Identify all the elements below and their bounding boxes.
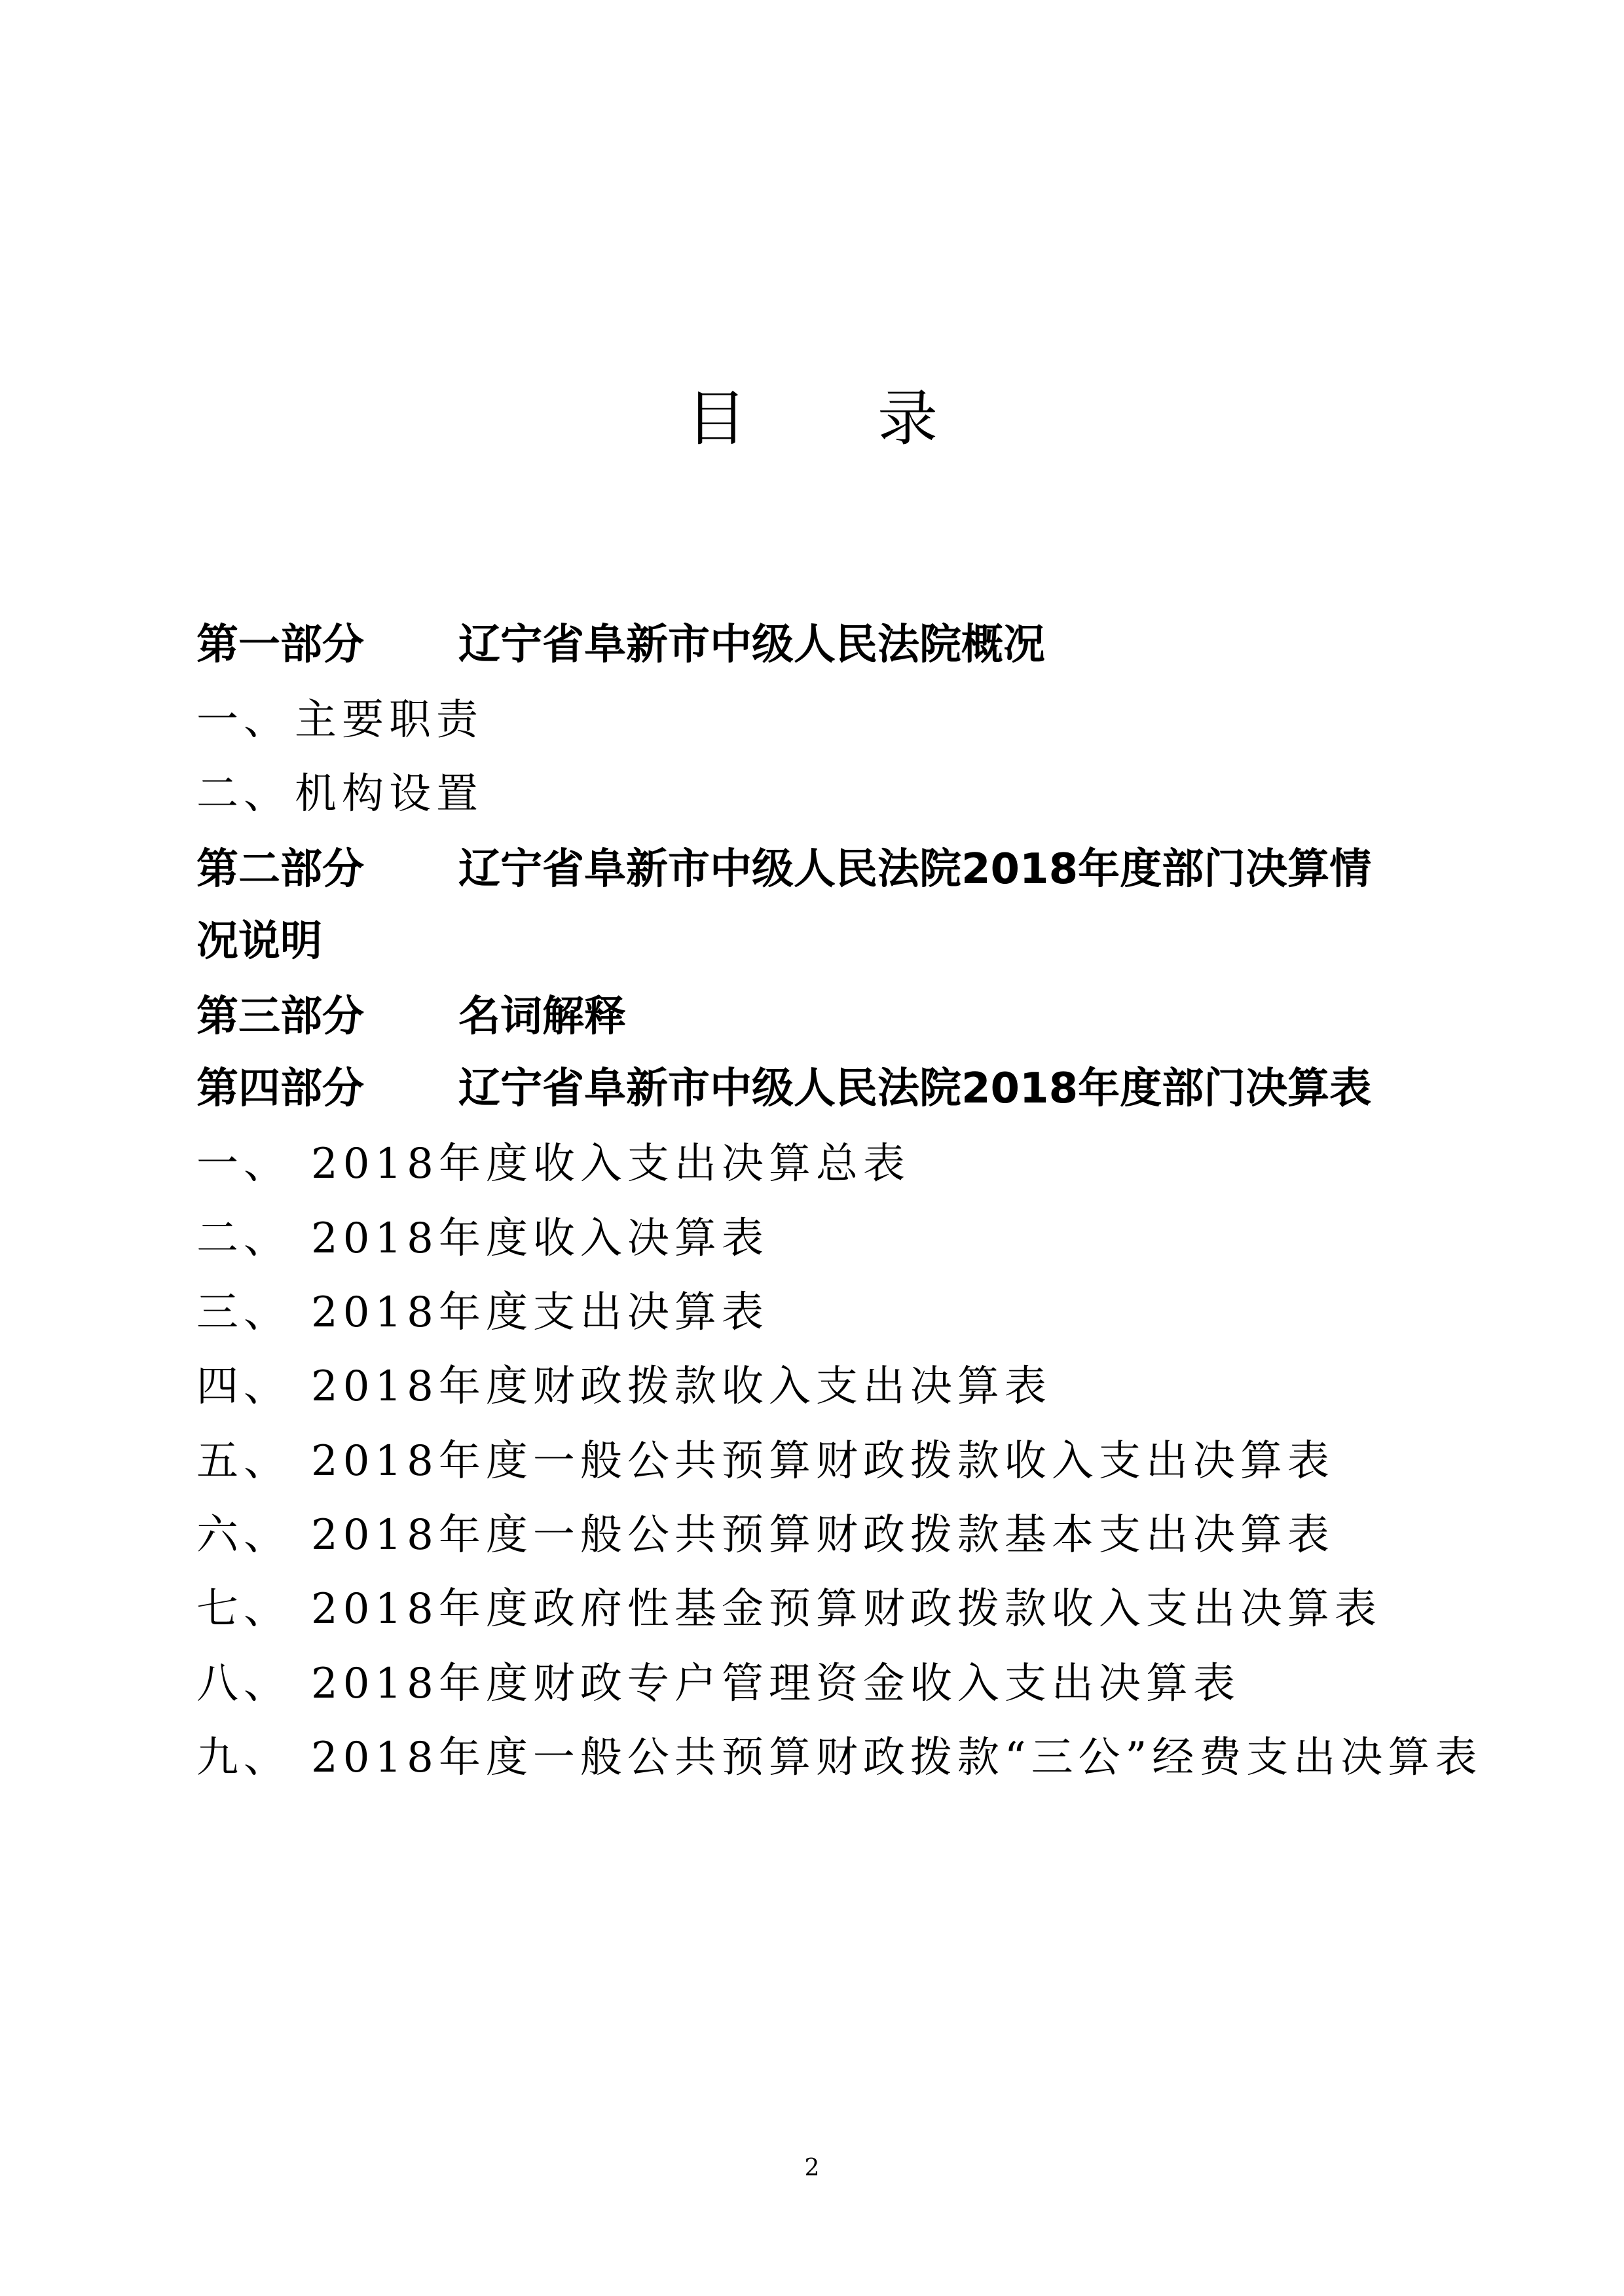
toc-item-label: 七、 bbox=[196, 1585, 291, 1633]
page-number: 2 bbox=[804, 2155, 820, 2181]
toc-part-title: 名词解释 bbox=[458, 993, 626, 1041]
toc-part-title: 辽宁省阜新市中级人民法院2018年度部门决算情 bbox=[458, 845, 1372, 894]
toc-item-title: 2018年度财政专户管理资金收入支出决算表 bbox=[311, 1660, 1240, 1708]
toc-item-title: 主要职责 bbox=[295, 696, 483, 744]
toc-item-4-4 bbox=[196, 1360, 1052, 1413]
toc-item-4-3 bbox=[196, 1286, 769, 1339]
toc-item-title: 2018年度收入决算表 bbox=[311, 1214, 769, 1263]
toc-item-title: 2018年度一般公共预算财政拨款基本支出决算表 bbox=[311, 1511, 1335, 1559]
toc-part-title: 辽宁省阜新市中级人民法院概况 bbox=[458, 621, 1045, 669]
toc-part-label: 第四部分 bbox=[196, 1065, 364, 1113]
toc-item-1-1 bbox=[196, 694, 483, 746]
toc-title bbox=[0, 383, 1624, 455]
toc-part-label: 第二部分 bbox=[196, 845, 364, 894]
toc-item-4-6 bbox=[196, 1509, 1335, 1561]
toc-item-4-1 bbox=[196, 1138, 910, 1190]
toc-item-label: 九、 bbox=[196, 1734, 291, 1782]
toc-item-title: 2018年度一般公共预算财政拨款“三公”经费支出决算表 bbox=[311, 1734, 1483, 1782]
toc-item-title: 机构设置 bbox=[295, 770, 483, 818]
toc-item-label: 八、 bbox=[196, 1660, 291, 1708]
toc-item-title: 2018年度财政拨款收入支出决算表 bbox=[311, 1362, 1052, 1411]
toc-item-title: 2018年度收入支出决算总表 bbox=[311, 1140, 910, 1188]
toc-item-label: 一、 bbox=[196, 1140, 291, 1188]
toc-part-3 bbox=[196, 991, 626, 1043]
toc-part-title: 辽宁省阜新市中级人民法院2018年度部门决算表 bbox=[458, 1065, 1372, 1113]
toc-item-label: 三、 bbox=[196, 1288, 291, 1337]
toc-part-4 bbox=[196, 1063, 1371, 1115]
toc-part-2-continuation bbox=[196, 915, 322, 968]
toc-item-4-7 bbox=[196, 1583, 1382, 1635]
toc-part-label: 第三部分 bbox=[196, 993, 364, 1041]
toc-part-2 bbox=[196, 843, 1371, 896]
toc-part-title-continuation: 况说明 bbox=[196, 917, 322, 966]
toc-item-4-2 bbox=[196, 1212, 769, 1265]
toc-title-char-1: 目 bbox=[686, 384, 747, 454]
toc-item-1-2 bbox=[196, 768, 483, 820]
toc-item-title: 2018年度政府性基金预算财政拨款收入支出决算表 bbox=[311, 1585, 1382, 1633]
toc-item-label: 五、 bbox=[196, 1437, 291, 1485]
toc-title-char-2: 录 bbox=[877, 384, 938, 454]
toc-item-label: 六、 bbox=[196, 1511, 291, 1559]
toc-item-label: 四、 bbox=[196, 1362, 291, 1411]
toc-item-4-5 bbox=[196, 1435, 1335, 1487]
toc-item-label: 二、 bbox=[196, 770, 291, 818]
toc-item-title: 2018年度一般公共预算财政拨款收入支出决算表 bbox=[311, 1437, 1335, 1485]
toc-part-label: 第一部分 bbox=[196, 621, 364, 669]
toc-item-label: 一、 bbox=[196, 696, 291, 744]
toc-part-1 bbox=[196, 619, 1045, 671]
toc-item-label: 二、 bbox=[196, 1214, 291, 1263]
toc-item-4-8 bbox=[196, 1658, 1240, 1710]
toc-item-4-9 bbox=[196, 1732, 1482, 1784]
toc-item-title: 2018年度支出决算表 bbox=[311, 1288, 769, 1337]
